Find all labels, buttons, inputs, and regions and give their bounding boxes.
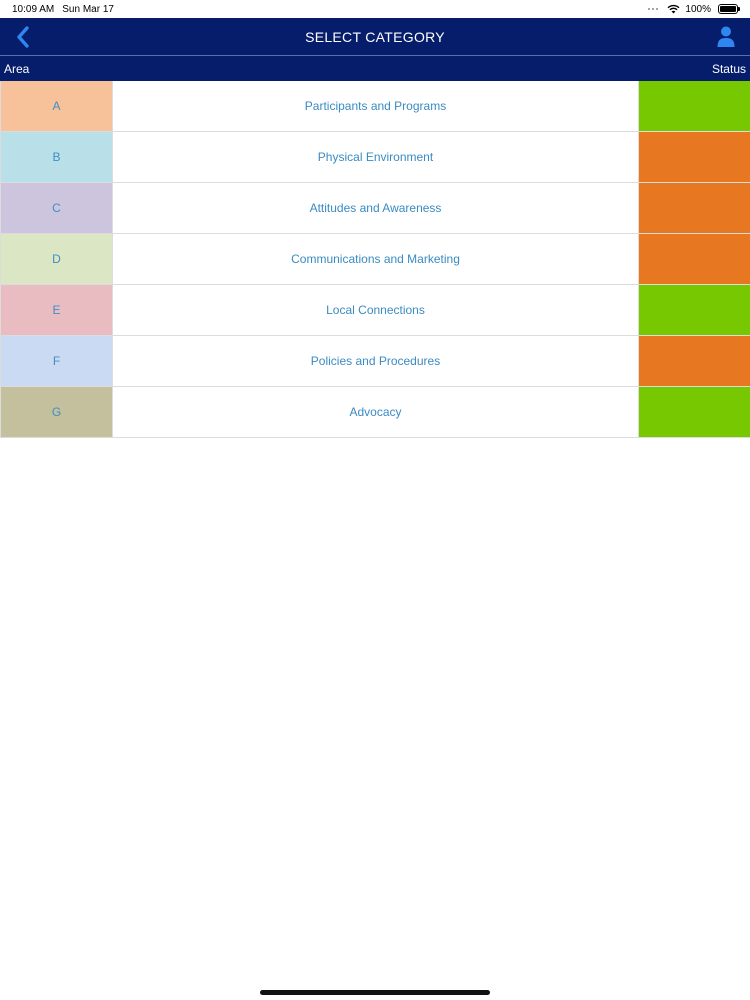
category-list [0, 81, 750, 438]
category-name: Policies and Procedures [310, 354, 441, 368]
status-date: Sun Mar 17 [62, 3, 114, 15]
category-name: Local Connections [326, 303, 425, 317]
category-name: Advocacy [349, 405, 402, 419]
category-status-indicator [638, 132, 750, 182]
category-row[interactable] [0, 234, 750, 285]
category-status-indicator [638, 81, 750, 131]
wifi-icon [667, 4, 680, 14]
status-bar [0, 0, 750, 18]
category-code: C [0, 183, 113, 233]
category-status-indicator [638, 234, 750, 284]
category-row[interactable] [0, 336, 750, 387]
category-status-indicator [638, 183, 750, 233]
category-row[interactable] [0, 81, 750, 132]
status-time: 10:09 AM [12, 3, 55, 15]
profile-button[interactable] [714, 24, 738, 50]
category-code: A [0, 81, 113, 131]
category-status-indicator [638, 387, 750, 437]
list-header [0, 56, 750, 81]
category-name: Communications and Marketing [291, 252, 460, 266]
category-code: F [0, 336, 113, 386]
category-name: Participants and Programs [304, 99, 447, 113]
battery-percent: 100% [685, 3, 711, 15]
chevron-left-icon [16, 26, 30, 48]
category-code: B [0, 132, 113, 182]
category-row[interactable] [0, 132, 750, 183]
navigation-bar [0, 18, 750, 55]
category-row[interactable] [0, 183, 750, 234]
status-right [648, 4, 738, 15]
home-indicator[interactable] [260, 990, 490, 995]
header-area: Area [4, 61, 30, 76]
back-button[interactable] [10, 23, 36, 51]
category-row[interactable] [0, 387, 750, 438]
user-icon [717, 26, 735, 48]
page-title: SELECT CATEGORY [305, 28, 445, 45]
category-name: Attitudes and Awareness [309, 201, 442, 215]
category-status-indicator [638, 336, 750, 386]
header-status: Status [711, 61, 746, 76]
category-code: E [0, 285, 113, 335]
category-status-indicator [638, 285, 750, 335]
battery-icon [718, 4, 738, 14]
category-name: Physical Environment [317, 150, 434, 164]
category-row[interactable] [0, 285, 750, 336]
category-code: G [0, 387, 113, 437]
category-code: D [0, 234, 113, 284]
multitasking-dots-icon [648, 8, 658, 10]
